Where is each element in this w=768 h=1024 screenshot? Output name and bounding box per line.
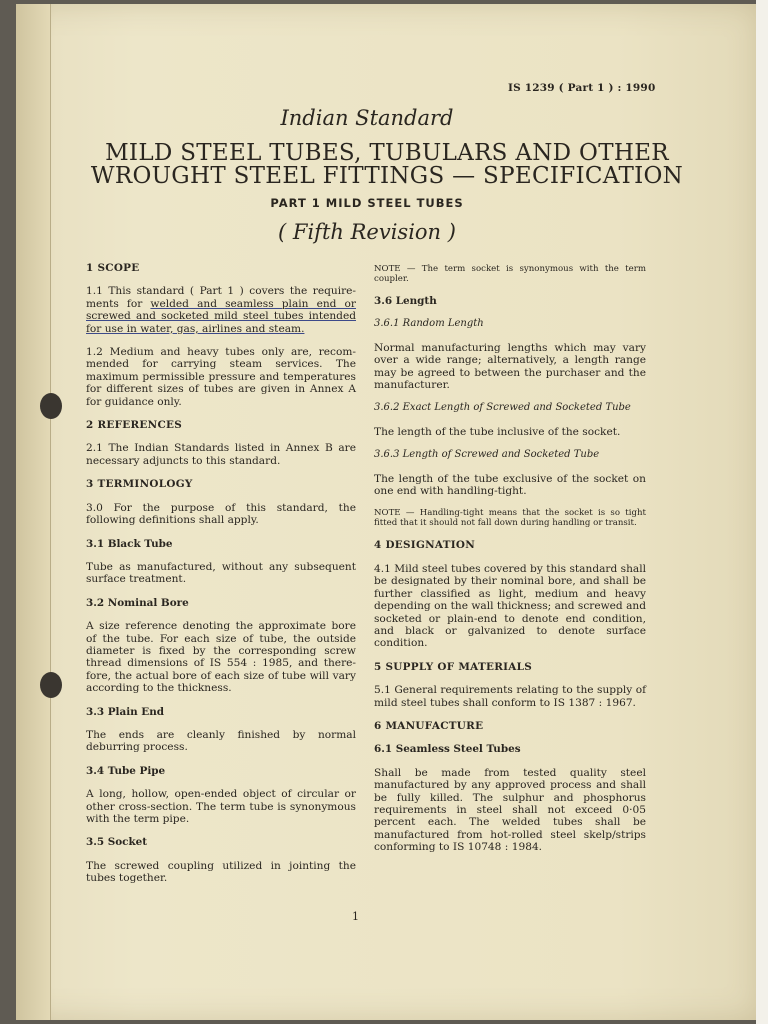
punch-hole xyxy=(40,393,62,419)
clause-3-6-1: Normal manufacturing lengths which may vary over a wide range; alternatively, a length range may be agreed to between the purchaser and the manufacturer. xyxy=(374,341,646,392)
scan-margin xyxy=(756,0,768,1024)
clause-1-1-underlined: welded and seamless plain end or screwed and socketed mild steel tubes intended for use in water, gas, airlines and steam. xyxy=(86,297,356,335)
part-heading: PART 1 MILD STEEL TUBES xyxy=(270,196,464,210)
subheading-socket: 3.5 Socket xyxy=(86,836,148,849)
clause-5-1: 5.1 General requirements relating to the supply of mild steel tubes shall conform to IS 1387 : 1967. xyxy=(374,684,646,709)
clause-2-1: 2.1 The Indian Standards listed in Annex B are necessary adjuncts to this standard. xyxy=(86,442,356,467)
subheading-nominal-bore: 3.2 Nominal Bore xyxy=(86,596,189,609)
section-heading-supply: 5 SUPPLY OF MATERIALS xyxy=(374,660,533,673)
document-title-line-2: WROUGHT STEEL FITTINGS — SPECIFICATION xyxy=(90,163,684,189)
subheading-random-length: 3.6.1 Random Length xyxy=(374,318,484,330)
clause-3-0: 3.0 For the purpose of this standard, the following definitions shall apply. xyxy=(86,501,356,527)
subheading-length-screwed: 3.6.3 Length of Screwed and Socketed Tube xyxy=(374,449,600,461)
standard-number: IS 1239 ( Part 1 ) : 1990 xyxy=(508,82,656,94)
clause-1-1-intro: 1.1 This standard ( Part 1 ) covers the require- ments for xyxy=(86,285,356,310)
clause-3-1: Tube as manufactured, without any subsequent surface treatment. xyxy=(86,560,356,586)
subheading-black-tube: 3.1 Black Tube xyxy=(86,537,173,550)
clause-3-4: A long, hollow, open-ended object of circular or other cross-section. The term tube is synonymous with the term pipe. xyxy=(86,788,356,825)
right-column xyxy=(374,264,646,865)
subheading-tube-pipe: 3.4 Tube Pipe xyxy=(86,764,166,777)
section-heading-designation: 4 DESIGNATION xyxy=(374,539,476,552)
clause-4-1: 4.1 Mild steel tubes covered by this standard shall be designated by their nominal bore, and shall be further classified as light, medium and heavy depending on the wall thickness; and screwed and socketed or plain-end to denote end condition, and black or galvanized to denote surface condition. xyxy=(374,562,646,650)
subheading-length: 3.6 Length xyxy=(374,295,437,307)
clause-3-6-3: The length of the tube exclusive of the socket on one end with handling-tight. xyxy=(374,472,646,498)
section-heading-scope: 1 SCOPE xyxy=(86,262,140,274)
section-heading-terminology: 3 TERMINOLOGY xyxy=(86,478,193,491)
clause-1-2: 1.2 Medium and heavy tubes only are, recom- mended for carrying steam services. The maximum permissible pressure and temperatures for different sizes of tubes are given in Annex A for guidance only. xyxy=(86,346,356,408)
note-socket: NOTE — The term socket is synonymous with the term coupler. xyxy=(374,264,646,284)
clause-6-1: Shall be made from tested quality steel manufactured by any approved process and shall be fully killed. The sulphur and phosphorus requirements in steel shall not exceed 0·05 percent each. The welded tubes shall be manufactured from hot-rolled steel skelp/strips conforming to IS 10748 : 1984. xyxy=(374,766,646,854)
note-handling-tight: NOTE — Handling-tight means that the socket is so tight fitted that it should not fall down during handling or transit. xyxy=(374,508,646,529)
left-column xyxy=(86,262,356,896)
section-heading-manufacture: 6 MANUFACTURE xyxy=(374,719,484,732)
clause-3-5: The screwed coupling utilized in jointing the tubes together. xyxy=(86,859,356,885)
indian-standard-heading: Indian Standard xyxy=(280,106,454,130)
clause-3-6-2: The length of the tube inclusive of the socket. xyxy=(374,425,621,438)
page-number: 1 xyxy=(352,910,359,923)
subheading-seamless-tubes: 6.1 Seamless Steel Tubes xyxy=(374,743,521,756)
subheading-exact-length: 3.6.2 Exact Length of Screwed and Socketed Tube xyxy=(374,402,631,414)
punch-hole xyxy=(40,672,62,698)
clause-3-2: A size reference denoting the approximate bore of the tube. For each size of tube, the outside diameter is fixed by the corresponding screw thread dimensions of IS 554 : 1985, and there- fore, the actual bore of each size of tube will vary according to the thickness. xyxy=(86,620,356,695)
clause-3-3: The ends are cleanly finished by normal deburring process. xyxy=(86,728,356,754)
clause-1-1 xyxy=(86,285,356,335)
subheading-plain-end: 3.3 Plain End xyxy=(86,705,165,718)
section-heading-references: 2 REFERENCES xyxy=(86,419,183,432)
revision-heading: ( Fifth Revision ) xyxy=(278,220,456,244)
document-title-line-1: MILD STEEL TUBES, TUBULARS AND OTHER xyxy=(105,140,669,166)
